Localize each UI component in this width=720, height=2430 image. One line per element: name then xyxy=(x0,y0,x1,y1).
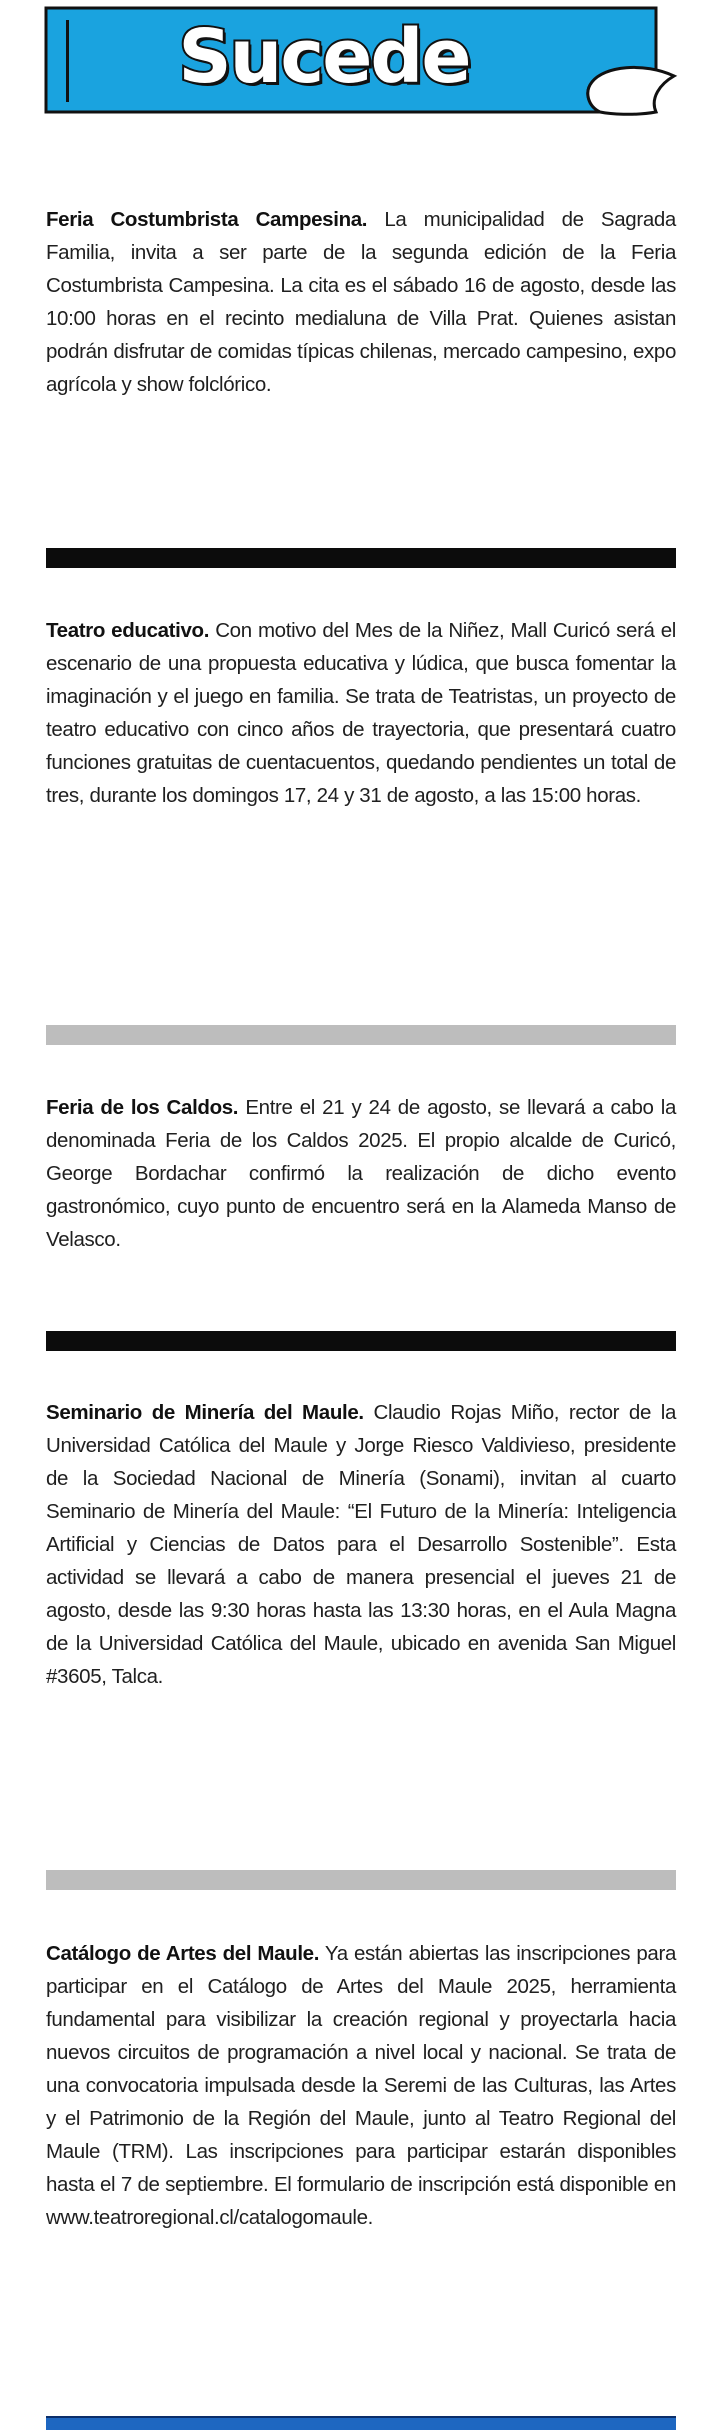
section-banner xyxy=(44,6,682,116)
article-headline: Teatro educativo. xyxy=(46,619,210,642)
article-body: Entre el 21 y 24 de agosto, se llevará a cabo la denominada Feria de los Caldos 2025. El propio alcalde de Curicó, George Bordachar confirmó la realización de dicho evento gastronómico, cuyo punto de encuentro será en la Alameda Manso de Velasco. xyxy=(46,1096,676,1251)
article-body: La municipalidad de Sagrada Familia, invita a ser parte de la segunda edición de la Feria Costumbrista Campesina. La cita es el sábado 16 de agosto, desde las 10:00 horas en el recinto medialuna de Villa Prat. Quienes asistan podrán disfrutar de comidas típicas chilenas, mercado campesino, expo agrícola y show folclórico. xyxy=(46,208,676,396)
section-divider xyxy=(46,548,676,568)
article-feria-caldos xyxy=(46,1091,676,1256)
section-divider xyxy=(46,1025,676,1045)
article-headline: Seminario de Minería del Maule. xyxy=(46,1401,364,1424)
article-headline: Feria de los Caldos. xyxy=(46,1096,239,1119)
section-title: Sucede xyxy=(178,14,470,100)
article-feria-costumbrista xyxy=(46,203,676,401)
section-divider xyxy=(46,1331,676,1351)
article-body: Ya están abiertas las inscripciones para participar en el Catálogo de Artes del Maule 2025, herramienta fundamental para visibilizar la creación regional y proyectarla hacia nuevos circuitos de programación a nivel local y nacional. Se trata de una convocatoria impulsada desde la Seremi de las Culturas, las Artes y el Patrimonio de la Región del Maule, junto al Teatro Regional del Maule (TRM). Las inscripciones para participar estarán disponibles hasta el 7 de septiembre. El formulario de inscripción está disponible en www.teatroregional.cl/catalogomaule. xyxy=(46,1942,676,2229)
article-catalogo-artes xyxy=(46,1937,676,2234)
article-seminario-mineria xyxy=(46,1396,676,1693)
article-body: Claudio Rojas Miño, rector de la Universidad Católica del Maule y Jorge Riesco Valdivieso, presidente de la Sociedad Nacional de Minería (Sonami), invitan al cuarto Seminario de Minería del Maule: “El Futuro de la Minería: Inteligencia Artificial y Ciencias de Datos para el Desarrollo Sostenible”. Esta actividad se llevará a cabo de manera presencial el jueves 21 de agosto, desde las 9:30 horas hasta las 13:30 horas, en el Aula Magna de la Universidad Católica del Maule, ubicado en avenida San Miguel #3605, Talca. xyxy=(46,1401,677,1688)
article-headline: Feria Costumbrista Campesina. xyxy=(46,208,368,231)
article-headline: Catálogo de Artes del Maule. xyxy=(46,1942,320,1965)
article-teatro-educativo xyxy=(46,614,676,812)
section-divider xyxy=(46,1870,676,1890)
article-body: Con motivo del Mes de la Niñez, Mall Curicó será el escenario de una propuesta educativa y lúdica, que busca fomentar la imaginación y el juego en familia. Se trata de Teatristas, un proyecto de teatro educativo con cinco años de trayectoria, que presentará cuatro funciones gratuitas de cuentacuentos, quedando pendientes un total de tres, durante los domingos 17, 24 y 31 de agosto, a las 15:00 horas. xyxy=(46,619,677,807)
